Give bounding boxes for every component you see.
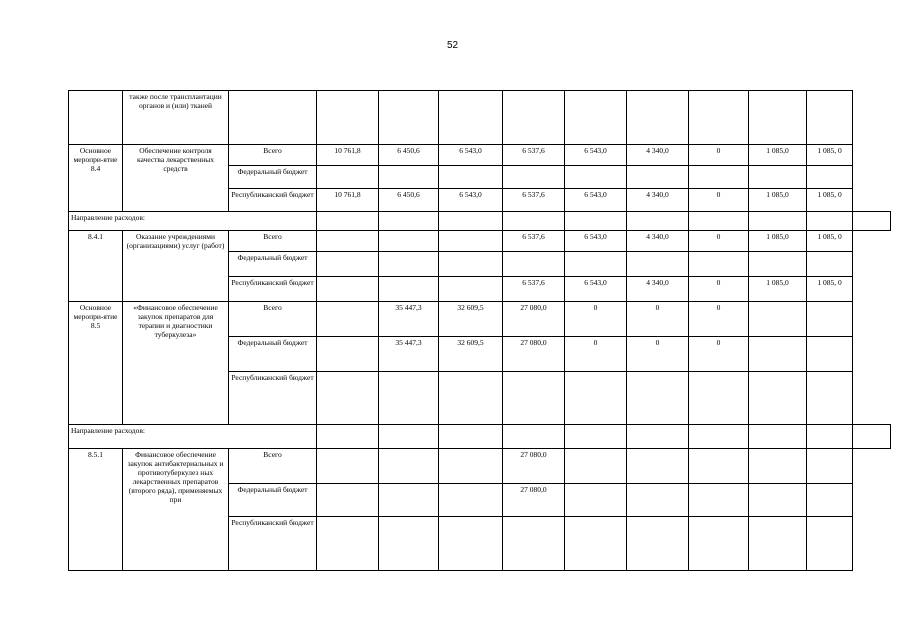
value-cell <box>749 484 807 517</box>
value-cell: 27 080,0 <box>503 484 565 517</box>
value-cell: 0 <box>689 189 749 212</box>
value-cell <box>807 252 853 277</box>
empty-cell <box>317 212 379 231</box>
empty-cell <box>627 212 689 231</box>
budget-table <box>68 90 891 571</box>
value-cell: 4 340,0 <box>627 277 689 302</box>
measure-code: 8.4.1 <box>69 231 123 302</box>
value-cell: 0 <box>689 277 749 302</box>
value-cell <box>749 337 807 372</box>
empty-cell <box>689 425 749 449</box>
value-cell <box>627 166 689 189</box>
direction-row <box>69 425 891 449</box>
value-cell <box>565 166 627 189</box>
value-cell <box>749 302 807 337</box>
value-cell: 4 340,0 <box>627 231 689 252</box>
empty-cell <box>807 425 853 449</box>
value-cell <box>627 517 689 571</box>
funding-source: Федеральный бюджет <box>229 166 317 189</box>
value-cell <box>379 449 439 484</box>
value-cell <box>503 372 565 425</box>
value-cell <box>689 252 749 277</box>
value-cell <box>807 517 853 571</box>
empty-cell <box>565 212 627 231</box>
measure-name: Оказание учреждениями (организациями) услуг (работ) <box>123 231 229 302</box>
value-cell <box>439 277 503 302</box>
empty-cell <box>627 425 689 449</box>
empty-cell <box>807 212 853 231</box>
funding-source: Республиканский бюджет <box>229 277 317 302</box>
value-cell: 6 543,0 <box>439 189 503 212</box>
value-cell: 6 543,0 <box>565 145 627 166</box>
funding-source: Федеральный бюджет <box>229 484 317 517</box>
value-cell <box>749 372 807 425</box>
value-cell: 1 085, 0 <box>807 189 853 212</box>
measure-code: 8.5.1 <box>69 449 123 571</box>
value-cell <box>749 449 807 484</box>
value-cell <box>503 517 565 571</box>
value-cell: 27 080,0 <box>503 337 565 372</box>
value-cell: 27 080,0 <box>503 302 565 337</box>
value-cell: 0 <box>689 337 749 372</box>
value-cell <box>317 337 379 372</box>
measure-name: «Финансовое обеспечение закупок препаратов для терапии и диагностики туберкулеза» <box>123 302 229 425</box>
value-cell <box>807 337 853 372</box>
funding-source: Федеральный бюджет <box>229 252 317 277</box>
value-cell <box>379 372 439 425</box>
measure-code: Основное меропри-ятие 8.4 <box>69 145 123 212</box>
value-cell <box>503 166 565 189</box>
value-cell <box>439 484 503 517</box>
empty-cell <box>439 212 503 231</box>
funding-source: Всего <box>229 302 317 337</box>
value-cell: 27 080,0 <box>503 449 565 484</box>
measure-name: Финансовое обеспечение закупок антибактериальных и противотуберкулез ных лекарственных препаратов (второго ряда), применяемых при <box>123 449 229 571</box>
value-cell: 1 085, 0 <box>807 277 853 302</box>
value-cell <box>807 372 853 425</box>
value-cell <box>379 517 439 571</box>
funding-source: Федеральный бюджет <box>229 337 317 372</box>
empty-cell <box>689 212 749 231</box>
value-cell: 1 085, 0 <box>807 145 853 166</box>
value-cell <box>379 277 439 302</box>
funding-source <box>229 91 317 145</box>
value-cell <box>439 252 503 277</box>
empty-cell <box>853 425 891 449</box>
value-cell: 1 085, 0 <box>807 231 853 252</box>
value-cell <box>317 277 379 302</box>
value-cell: 4 340,0 <box>627 189 689 212</box>
value-cell: 1 085,0 <box>749 145 807 166</box>
value-cell <box>689 517 749 571</box>
measure-code <box>69 91 123 145</box>
value-cell: 6 543,0 <box>439 145 503 166</box>
empty-cell <box>503 425 565 449</box>
direction-label: Направление расходов: <box>69 212 317 231</box>
measure-name: Обеспечение контроля качества лекарственных средств <box>123 145 229 212</box>
value-cell <box>317 252 379 277</box>
value-cell <box>627 91 689 145</box>
value-cell: 0 <box>565 302 627 337</box>
value-cell <box>503 252 565 277</box>
value-cell <box>317 166 379 189</box>
value-cell: 6 450,6 <box>379 145 439 166</box>
page-number: 52 <box>446 40 459 51</box>
value-cell: 1 085,0 <box>749 277 807 302</box>
value-cell <box>317 372 379 425</box>
value-cell <box>439 166 503 189</box>
value-cell <box>807 166 853 189</box>
value-cell: 1 085,0 <box>749 189 807 212</box>
value-cell <box>439 231 503 252</box>
measure-code: Основное меропри-ятие 8.5 <box>69 302 123 425</box>
funding-source: Республиканский бюджет <box>229 372 317 425</box>
value-cell: 35 447,3 <box>379 302 439 337</box>
value-cell: 0 <box>627 337 689 372</box>
empty-cell <box>853 212 891 231</box>
table-row <box>69 449 891 484</box>
value-cell <box>379 252 439 277</box>
value-cell: 6 537,6 <box>503 189 565 212</box>
value-cell: 6 543,0 <box>565 231 627 252</box>
table-row <box>69 231 891 252</box>
value-cell <box>689 91 749 145</box>
value-cell: 35 447,3 <box>379 337 439 372</box>
value-cell: 0 <box>689 145 749 166</box>
value-cell: 10 761,8 <box>317 145 379 166</box>
measure-name: также после трансплантации органов и (или) тканей <box>123 91 229 145</box>
value-cell <box>565 484 627 517</box>
value-cell: 6 543,0 <box>565 277 627 302</box>
value-cell: 32 609,5 <box>439 337 503 372</box>
funding-source: Всего <box>229 145 317 166</box>
value-cell <box>379 166 439 189</box>
value-cell: 10 761,8 <box>317 189 379 212</box>
funding-source: Республиканский бюджет <box>229 189 317 212</box>
value-cell <box>565 252 627 277</box>
value-cell: 4 340,0 <box>627 145 689 166</box>
value-cell <box>749 252 807 277</box>
empty-cell <box>439 425 503 449</box>
value-cell: 6 537,6 <box>503 277 565 302</box>
value-cell <box>749 166 807 189</box>
value-cell <box>439 449 503 484</box>
funding-source: Всего <box>229 449 317 484</box>
value-cell <box>807 484 853 517</box>
value-cell <box>689 449 749 484</box>
value-cell <box>565 372 627 425</box>
value-cell: 0 <box>565 337 627 372</box>
funding-source: Республиканский бюджет <box>229 517 317 571</box>
value-cell <box>689 484 749 517</box>
table-row <box>69 91 891 145</box>
value-cell <box>627 449 689 484</box>
value-cell <box>627 484 689 517</box>
value-cell <box>565 517 627 571</box>
value-cell <box>317 302 379 337</box>
empty-cell <box>749 212 807 231</box>
value-cell <box>317 231 379 252</box>
value-cell <box>317 484 379 517</box>
value-cell <box>379 484 439 517</box>
value-cell <box>807 302 853 337</box>
value-cell <box>565 91 627 145</box>
direction-row <box>69 212 891 231</box>
value-cell <box>689 166 749 189</box>
value-cell: 1 085,0 <box>749 231 807 252</box>
funding-source: Всего <box>229 231 317 252</box>
value-cell: 6 543,0 <box>565 189 627 212</box>
value-cell <box>317 517 379 571</box>
value-cell: 6 537,6 <box>503 145 565 166</box>
value-cell <box>749 91 807 145</box>
empty-cell <box>379 425 439 449</box>
direction-label: Направление расходов: <box>69 425 317 449</box>
empty-cell <box>749 425 807 449</box>
empty-cell <box>317 425 379 449</box>
value-cell <box>439 517 503 571</box>
value-cell <box>749 517 807 571</box>
value-cell <box>439 91 503 145</box>
empty-cell <box>503 212 565 231</box>
value-cell <box>627 372 689 425</box>
value-cell <box>807 91 853 145</box>
table-row <box>69 302 891 337</box>
value-cell: 0 <box>689 302 749 337</box>
value-cell <box>379 231 439 252</box>
empty-cell <box>565 425 627 449</box>
value-cell: 32 609,5 <box>439 302 503 337</box>
value-cell <box>503 91 565 145</box>
value-cell <box>439 372 503 425</box>
value-cell <box>565 449 627 484</box>
table-row <box>69 145 891 166</box>
value-cell: 0 <box>689 231 749 252</box>
value-cell <box>807 449 853 484</box>
value-cell: 0 <box>627 302 689 337</box>
value-cell <box>689 372 749 425</box>
value-cell <box>317 91 379 145</box>
value-cell: 6 450,6 <box>379 189 439 212</box>
value-cell <box>379 91 439 145</box>
value-cell: 6 537,6 <box>503 231 565 252</box>
value-cell <box>627 252 689 277</box>
value-cell <box>317 449 379 484</box>
empty-cell <box>379 212 439 231</box>
